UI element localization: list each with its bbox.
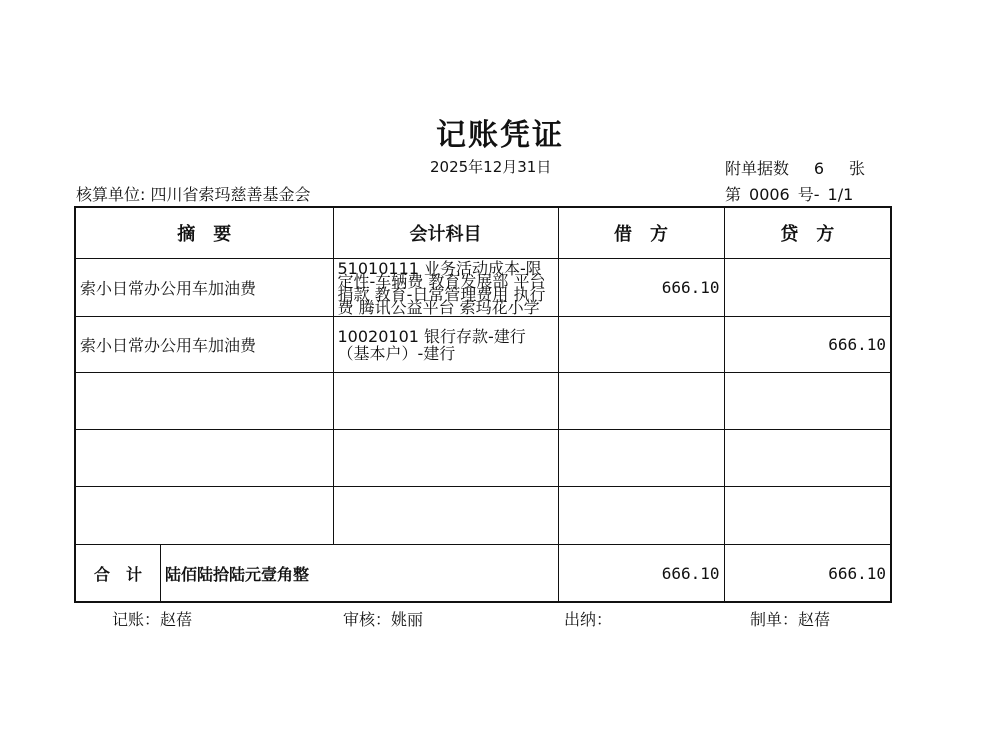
header-debit: 借 方 — [558, 207, 724, 259]
total-debit: 666.10 — [558, 545, 724, 603]
empty-row — [75, 430, 891, 487]
row-debit — [558, 317, 724, 373]
voucher-table — [74, 206, 892, 603]
row-account: 51010111 业务活动成本-限定性-车辆费 教育发展部 平台捐款 教育-日常管理费用 执行费 腾讯公益平台 索玛花小学 — [333, 259, 558, 317]
preparer: 制单：赵蓓 — [750, 610, 831, 629]
voucher-prefix: 第 — [725, 185, 742, 204]
accounting-unit — [76, 182, 311, 205]
voucher-date: 2025年12月31日 — [430, 158, 552, 176]
attachments-info — [725, 156, 865, 179]
cashier: 出纳： — [564, 610, 613, 629]
header-summary: 摘 要 — [75, 207, 333, 259]
row-debit: 666.10 — [558, 259, 724, 317]
voucher-number: 0006 — [749, 185, 790, 204]
bookkeeper: 记账：赵蓓 — [112, 610, 193, 629]
row-summary: 索小日常办公用车加油费 — [75, 317, 333, 373]
empty-row — [75, 373, 891, 430]
total-label: 合 计 — [76, 545, 161, 601]
voucher-page: 1/1 — [827, 185, 854, 204]
total-row — [75, 545, 891, 603]
empty-row — [75, 487, 891, 545]
voucher-number-line — [725, 182, 853, 205]
total-credit: 666.10 — [724, 545, 891, 603]
row-credit: 666.10 — [724, 317, 891, 373]
attachments-label: 附单据数 — [725, 159, 790, 178]
row-account: 10020101 银行存款-建行（基本户）-建行 — [333, 317, 558, 373]
row-credit — [724, 259, 891, 317]
voucher-suffix: 号- — [797, 185, 820, 204]
row-summary: 索小日常办公用车加油费 — [75, 259, 333, 317]
table-header-row — [75, 207, 891, 259]
attachments-unit: 张 — [849, 159, 866, 178]
unit-name: 四川省索玛慈善基金会 — [150, 185, 311, 204]
voucher-title: 记账凭证 — [436, 118, 564, 153]
reviewer: 审核：姚丽 — [343, 610, 424, 629]
table-row — [75, 259, 891, 317]
total-in-words: 陆佰陆拾陆元壹角整 — [165, 564, 310, 584]
header-credit: 贷 方 — [724, 207, 891, 259]
attachments-count: 6 — [813, 159, 825, 178]
header-account: 会计科目 — [333, 207, 558, 259]
table-row — [75, 317, 891, 373]
unit-label: 核算单位: — [76, 185, 146, 204]
